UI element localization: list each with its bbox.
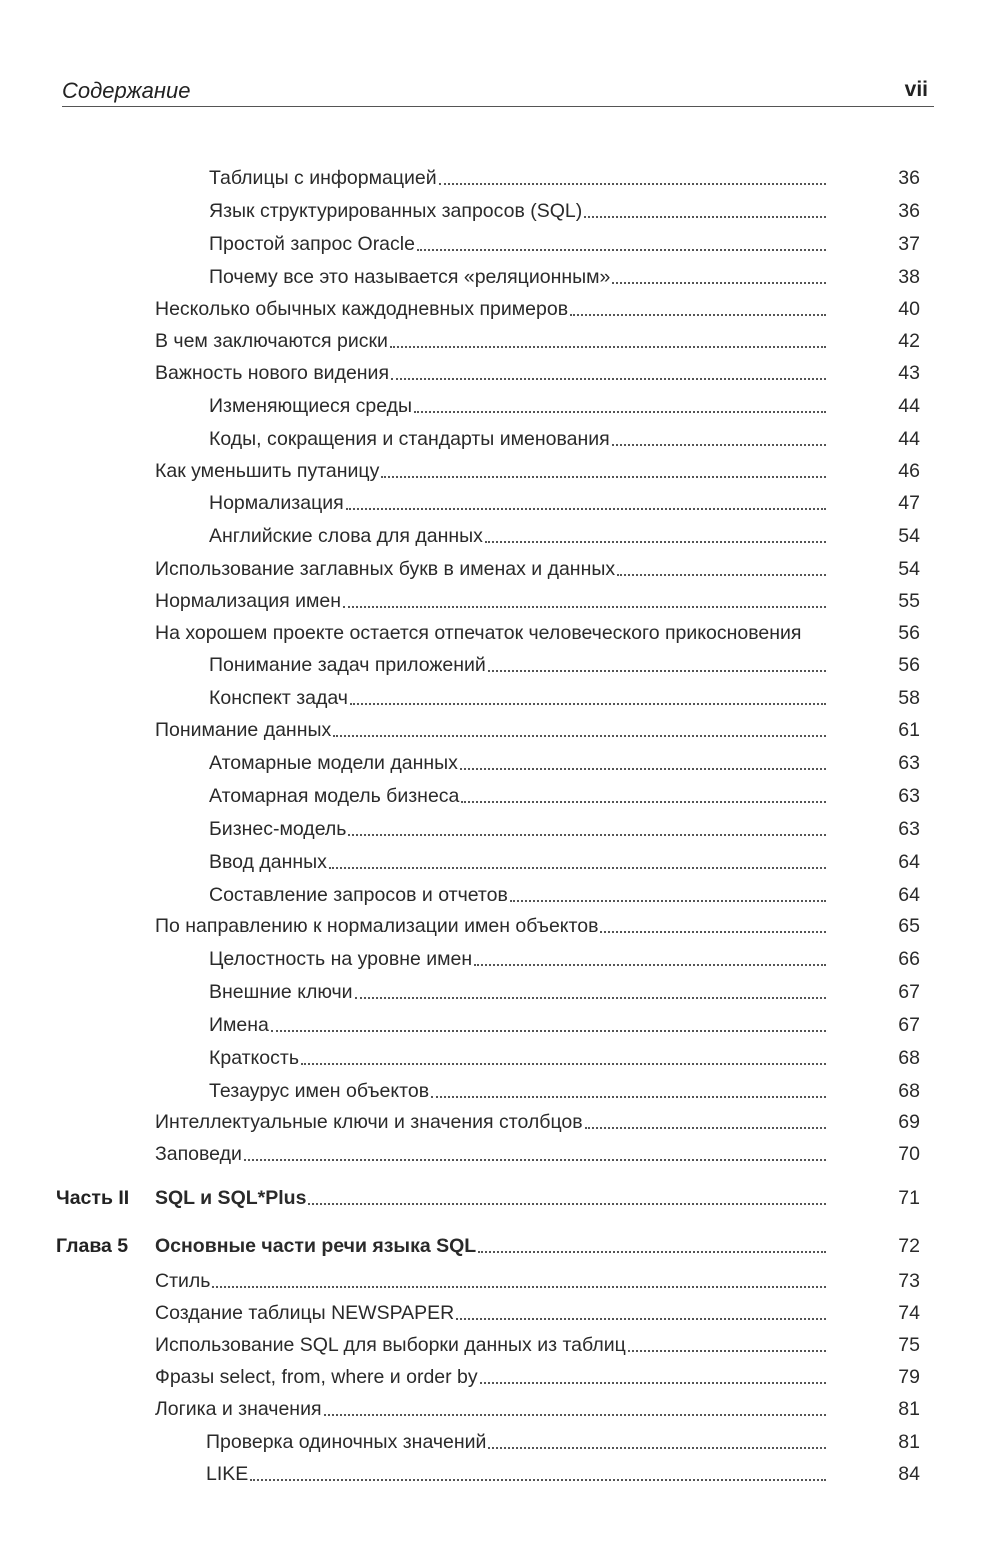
dot-leader bbox=[414, 411, 826, 413]
toc-entry[interactable] bbox=[209, 941, 828, 971]
toc-entry[interactable] bbox=[155, 551, 828, 581]
dot-leader bbox=[474, 964, 826, 966]
toc-entry[interactable] bbox=[155, 1295, 828, 1325]
dot-leader bbox=[343, 606, 826, 608]
toc-entry-page: 72 bbox=[898, 1235, 920, 1257]
page-number: vii bbox=[904, 78, 928, 101]
toc-entry-page: 58 bbox=[898, 687, 920, 709]
toc-entry[interactable] bbox=[209, 1073, 828, 1103]
toc-entry-page: 46 bbox=[898, 460, 920, 482]
dot-leader bbox=[417, 249, 826, 251]
toc-entry[interactable] bbox=[209, 421, 828, 451]
dot-leader bbox=[350, 703, 826, 705]
toc-entry[interactable] bbox=[155, 1327, 828, 1357]
toc-entry[interactable] bbox=[155, 583, 828, 613]
toc-entry-page: 63 bbox=[898, 752, 920, 774]
toc-entry-page: 64 bbox=[898, 884, 920, 906]
dot-leader bbox=[346, 508, 826, 510]
toc-entry-title: Таблицы с информацией bbox=[209, 167, 437, 189]
toc-entry-page: 64 bbox=[898, 851, 920, 873]
dot-leader bbox=[348, 834, 826, 836]
toc-entry-title: Логика и значения bbox=[155, 1398, 322, 1420]
toc-entry-page: 65 bbox=[898, 915, 920, 937]
toc-entry[interactable] bbox=[155, 355, 828, 385]
toc-entry-page: 75 bbox=[898, 1334, 920, 1356]
toc-entry-page: 84 bbox=[898, 1463, 920, 1485]
dot-leader bbox=[460, 768, 826, 770]
toc-entry[interactable] bbox=[155, 1263, 828, 1293]
toc-entry[interactable] bbox=[209, 647, 828, 677]
toc-entry-title: Использование SQL для выборки данных из таблиц bbox=[155, 1334, 626, 1356]
dot-leader bbox=[333, 735, 826, 737]
toc-entry[interactable] bbox=[209, 974, 828, 1004]
toc-entry-page: 61 bbox=[898, 719, 920, 741]
toc-entry-title: Тезаурус имен объектов bbox=[209, 1080, 430, 1102]
toc-entry[interactable] bbox=[209, 745, 828, 775]
toc-entry-title: Важность нового видения bbox=[155, 362, 390, 384]
dot-leader bbox=[488, 1447, 826, 1449]
dot-leader bbox=[308, 1203, 826, 1205]
toc-entry[interactable] bbox=[155, 1136, 828, 1166]
dot-leader bbox=[480, 1382, 826, 1384]
toc-entry[interactable] bbox=[206, 1424, 828, 1454]
toc-entry-title: Изменяющиеся среды bbox=[209, 395, 413, 417]
running-title: Содержание bbox=[62, 78, 191, 103]
toc-entry[interactable] bbox=[209, 1007, 828, 1037]
dot-leader bbox=[600, 931, 826, 933]
toc-entry[interactable] bbox=[155, 712, 828, 742]
toc-entry[interactable] bbox=[209, 226, 828, 256]
toc-entry-title: SQL и SQL*Plus bbox=[155, 1187, 307, 1209]
toc-entry-title: Внешние ключи bbox=[209, 981, 353, 1003]
toc-entry-page: 40 bbox=[898, 298, 920, 320]
toc-entry-page: 44 bbox=[898, 395, 920, 417]
toc-entry-title: Имена bbox=[209, 1014, 269, 1036]
toc-entry-page: 36 bbox=[898, 200, 920, 222]
dot-leader bbox=[329, 867, 826, 869]
toc-entry-title: Несколько обычных каждодневных примеров bbox=[155, 298, 569, 320]
dot-leader bbox=[439, 183, 826, 185]
dot-leader bbox=[585, 1127, 826, 1129]
toc-entry-page: 70 bbox=[898, 1143, 920, 1165]
toc-entry-title: Использование заглавных букв в именах и данных bbox=[155, 558, 616, 580]
dot-leader bbox=[485, 541, 826, 543]
toc-entry[interactable] bbox=[155, 1391, 828, 1421]
dot-leader bbox=[612, 282, 826, 284]
dot-leader bbox=[570, 314, 826, 316]
toc-entry[interactable] bbox=[155, 291, 828, 321]
dot-leader bbox=[461, 801, 826, 803]
dot-leader bbox=[628, 1350, 826, 1352]
toc-entry[interactable] bbox=[155, 908, 828, 938]
toc-entry-title: Стиль bbox=[155, 1270, 211, 1292]
toc-entry[interactable] bbox=[209, 518, 828, 548]
toc-entry-page: 73 bbox=[898, 1270, 920, 1292]
toc-entry-page: 43 bbox=[898, 362, 920, 384]
toc-prefix: Часть II bbox=[56, 1187, 130, 1209]
toc-entry-title: Коды, сокращения и стандарты именования bbox=[209, 428, 610, 450]
toc-entry-title: Конспект задач bbox=[209, 687, 348, 709]
toc-entry-page: 81 bbox=[898, 1398, 920, 1420]
toc-entry-title: Язык структурированных запросов (SQL) bbox=[209, 200, 583, 222]
toc-entry-page: 63 bbox=[898, 818, 920, 840]
toc-entry-title: Заповеди bbox=[155, 1143, 242, 1165]
toc-entry[interactable] bbox=[155, 323, 828, 353]
toc-entry[interactable] bbox=[209, 485, 828, 515]
toc-entry-title: Фразы select, from, where и order by bbox=[155, 1366, 478, 1388]
toc-entry-title: Ввод данных bbox=[209, 851, 327, 873]
toc-entry[interactable] bbox=[209, 680, 828, 710]
dot-leader bbox=[381, 476, 826, 478]
toc-entry[interactable] bbox=[209, 778, 828, 808]
toc-entry[interactable] bbox=[155, 453, 828, 483]
toc-entry-page: 55 bbox=[898, 590, 920, 612]
toc-entry-page: 67 bbox=[898, 1014, 920, 1036]
toc-entry-title: Нормализация bbox=[209, 492, 344, 514]
toc-entry-title: Интеллектуальные ключи и значения столбцов bbox=[155, 1111, 583, 1133]
toc-entry-page: 66 bbox=[898, 948, 920, 970]
toc-entry-page: 67 bbox=[898, 981, 920, 1003]
toc-entry-page: 68 bbox=[898, 1080, 920, 1102]
toc-entry[interactable] bbox=[209, 877, 828, 907]
toc-entry[interactable] bbox=[206, 1456, 828, 1486]
toc-entry-page: 81 bbox=[898, 1431, 920, 1453]
toc-entry[interactable] bbox=[155, 1228, 828, 1258]
toc-entry-page: 68 bbox=[898, 1047, 920, 1069]
toc-entry-title: Основные части речи языка SQL bbox=[155, 1235, 477, 1257]
toc-entry[interactable] bbox=[209, 160, 828, 190]
toc-entry-title: Создание таблицы NEWSPAPER bbox=[155, 1302, 455, 1324]
toc-entry-page: 44 bbox=[898, 428, 920, 450]
toc-entry[interactable] bbox=[209, 1040, 828, 1070]
dot-leader bbox=[612, 444, 826, 446]
dot-leader bbox=[478, 1251, 826, 1253]
dot-leader bbox=[212, 1286, 826, 1288]
dot-leader bbox=[456, 1318, 826, 1320]
toc-entry-title: Простой запрос Oracle bbox=[209, 233, 415, 255]
toc-entry-title: Бизнес-модель bbox=[209, 818, 347, 840]
toc-entry[interactable] bbox=[155, 615, 828, 645]
dot-leader bbox=[244, 1159, 826, 1161]
toc-entry-page: 69 bbox=[898, 1111, 920, 1133]
dot-leader bbox=[510, 900, 826, 902]
dot-leader bbox=[301, 1063, 826, 1065]
toc-entry-page: 71 bbox=[898, 1187, 920, 1209]
toc-entry-title: LIKE bbox=[206, 1463, 249, 1485]
toc-entry-page: 74 bbox=[898, 1302, 920, 1324]
toc-entry-title: По направлению к нормализации имен объектов bbox=[155, 915, 599, 937]
toc-entry[interactable] bbox=[155, 1359, 828, 1389]
toc-entry-title: Целостность на уровне имен bbox=[209, 948, 473, 970]
toc-entry-title: В чем заключаются риски bbox=[155, 330, 388, 352]
toc-entry-page: 37 bbox=[898, 233, 920, 255]
toc-entry[interactable] bbox=[155, 1180, 828, 1210]
dot-leader bbox=[390, 346, 826, 348]
toc-entry-title: Атомарные модели данных bbox=[209, 752, 458, 774]
dot-leader bbox=[488, 670, 826, 672]
dot-leader bbox=[355, 997, 826, 999]
toc-entry-title: Атомарная модель бизнеса bbox=[209, 785, 460, 807]
dot-leader bbox=[617, 574, 826, 576]
toc-entry-page: 56 bbox=[898, 654, 920, 676]
toc-entry-page: 56 bbox=[898, 622, 920, 644]
toc-entry-page: 47 bbox=[898, 492, 920, 514]
toc-entry-page: 79 bbox=[898, 1366, 920, 1388]
toc-entry-title: Почему все это называется «реляционным» bbox=[209, 266, 611, 288]
toc-entry[interactable] bbox=[209, 811, 828, 841]
toc-entry-title: Понимание задач приложений bbox=[209, 654, 486, 676]
toc-entry-title: Составление запросов и отчетов bbox=[209, 884, 508, 906]
toc-entry-page: 42 bbox=[898, 330, 920, 352]
toc-entry-page: 54 bbox=[898, 525, 920, 547]
dot-leader bbox=[431, 1096, 826, 1098]
toc-entry[interactable] bbox=[209, 193, 828, 223]
toc-entry[interactable] bbox=[209, 844, 828, 874]
toc-entry[interactable] bbox=[209, 388, 828, 418]
toc-entry-title: Как уменьшить путаницу bbox=[155, 460, 380, 482]
toc-entry-title: Английские слова для данных bbox=[209, 525, 483, 547]
toc-entry-page: 63 bbox=[898, 785, 920, 807]
toc-entry[interactable] bbox=[209, 259, 828, 289]
toc-entry-title: Проверка одиночных значений bbox=[206, 1431, 487, 1453]
dot-leader bbox=[250, 1479, 826, 1481]
toc-entry-title: Нормализация имен bbox=[155, 590, 342, 612]
toc-entry-title: На хорошем проекте остается отпечаток человеческого прикосновения bbox=[155, 622, 802, 644]
toc-entry[interactable] bbox=[155, 1104, 828, 1134]
toc-entry-title: Понимание данных bbox=[155, 719, 332, 741]
dot-leader bbox=[271, 1030, 826, 1032]
toc-prefix: Глава 5 bbox=[56, 1235, 129, 1257]
toc-entry-page: 54 bbox=[898, 558, 920, 580]
toc-entry-page: 38 bbox=[898, 266, 920, 288]
dot-leader bbox=[324, 1414, 826, 1416]
dot-leader bbox=[584, 216, 826, 218]
toc-entry-title: Краткость bbox=[209, 1047, 299, 1069]
page-header bbox=[62, 76, 934, 107]
dot-leader bbox=[391, 378, 826, 380]
toc-entry-page: 36 bbox=[898, 167, 920, 189]
